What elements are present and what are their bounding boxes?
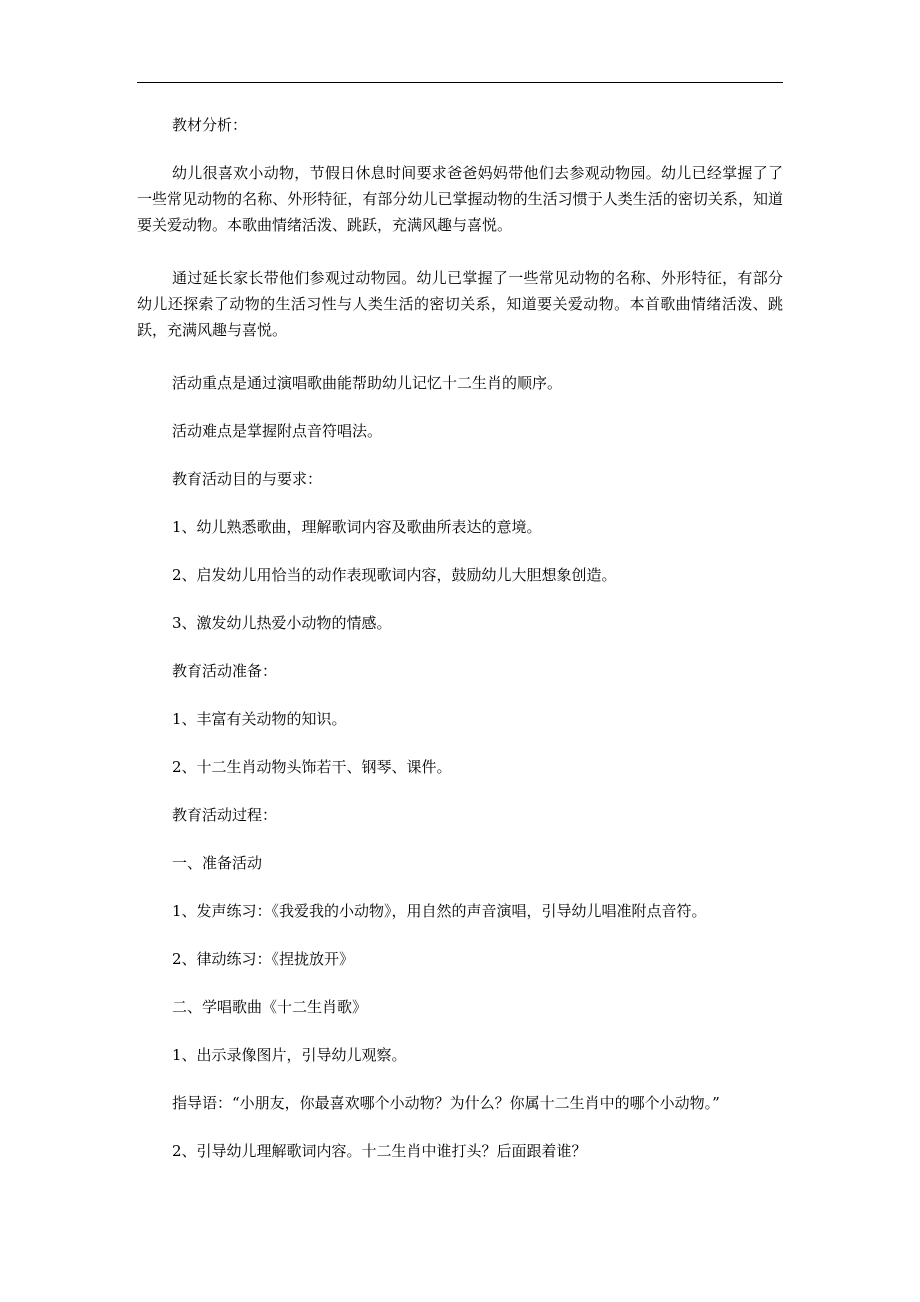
- section-warmup: 一、准备活动: [172, 854, 263, 872]
- heading-preparation: 教育活动准备：: [172, 662, 278, 680]
- list-item-goal-3: 3、激发幼儿热爱小动物的情感。: [172, 614, 392, 632]
- list-item-goal-1: 1、幼儿熟悉歌曲，理解歌词内容及歌曲所表达的意境。: [172, 518, 542, 536]
- heading-process: 教育活动过程：: [172, 806, 278, 824]
- list-item-prep-2: 2、十二生肖动物头饰若干、钢琴、课件。: [172, 758, 452, 776]
- paragraph-analysis-2: 通过延长家长带他们参观过动物园。幼儿已掌握了一些常见动物的名称、外形特征，有部分幼儿还探索了动物的生活习性与人类生活的密切关系，知道要关爱动物。本首歌曲情绪活泼、跳跃，充满风趣与喜悦。: [137, 269, 783, 339]
- list-item-rhythm-practice: 2、律动练习：《捏拢放开》: [172, 950, 355, 968]
- list-item-vocal-practice: 1、发声练习：《我爱我的小动物》，用自然的声音演唱，引导幼儿唱准附点音符。: [172, 902, 707, 920]
- paragraph-difficulty: 活动难点是掌握附点音符唱法。: [172, 422, 383, 440]
- heading-textbook-analysis: 教材分析：: [172, 116, 248, 134]
- heading-goals: 教育活动目的与要求：: [172, 470, 323, 488]
- list-item-goal-2: 2、启发幼儿用恰当的动作表现歌词内容，鼓励幼儿大胆想象创造。: [172, 566, 617, 584]
- paragraph-analysis-1: 幼儿很喜欢小动物，节假日休息时间要求爸爸妈妈带他们去参观动物园。幼儿已经掌握了了一些常见动物的名称、外形特征，有部分幼儿已掌握动物的生活习惯于人类生活的密切关系，知道要关爱动物。本歌曲情绪活泼、跳跃，充满风趣与喜悦。: [137, 164, 783, 234]
- list-item-show-video: 1、出示录像图片，引导幼儿观察。: [172, 1046, 407, 1064]
- paragraph-key-point: 活动重点是通过演唱歌曲能帮助幼儿记忆十二生肖的顺序。: [172, 374, 563, 392]
- header-rule: [137, 82, 783, 83]
- section-learn-song: 二、学唱歌曲《十二生肖歌》: [172, 998, 368, 1016]
- list-item-lyrics: 2、引导幼儿理解歌词内容。十二生肖中谁打头？后面跟着谁？: [172, 1142, 587, 1160]
- paragraph-guidance: 指导语：“小朋友，你最喜欢哪个小动物？为什么？你属十二生肖中的哪个小动物。”: [172, 1094, 720, 1112]
- document-body: [137, 112, 783, 1186]
- list-item-prep-1: 1、丰富有关动物的知识。: [172, 710, 347, 728]
